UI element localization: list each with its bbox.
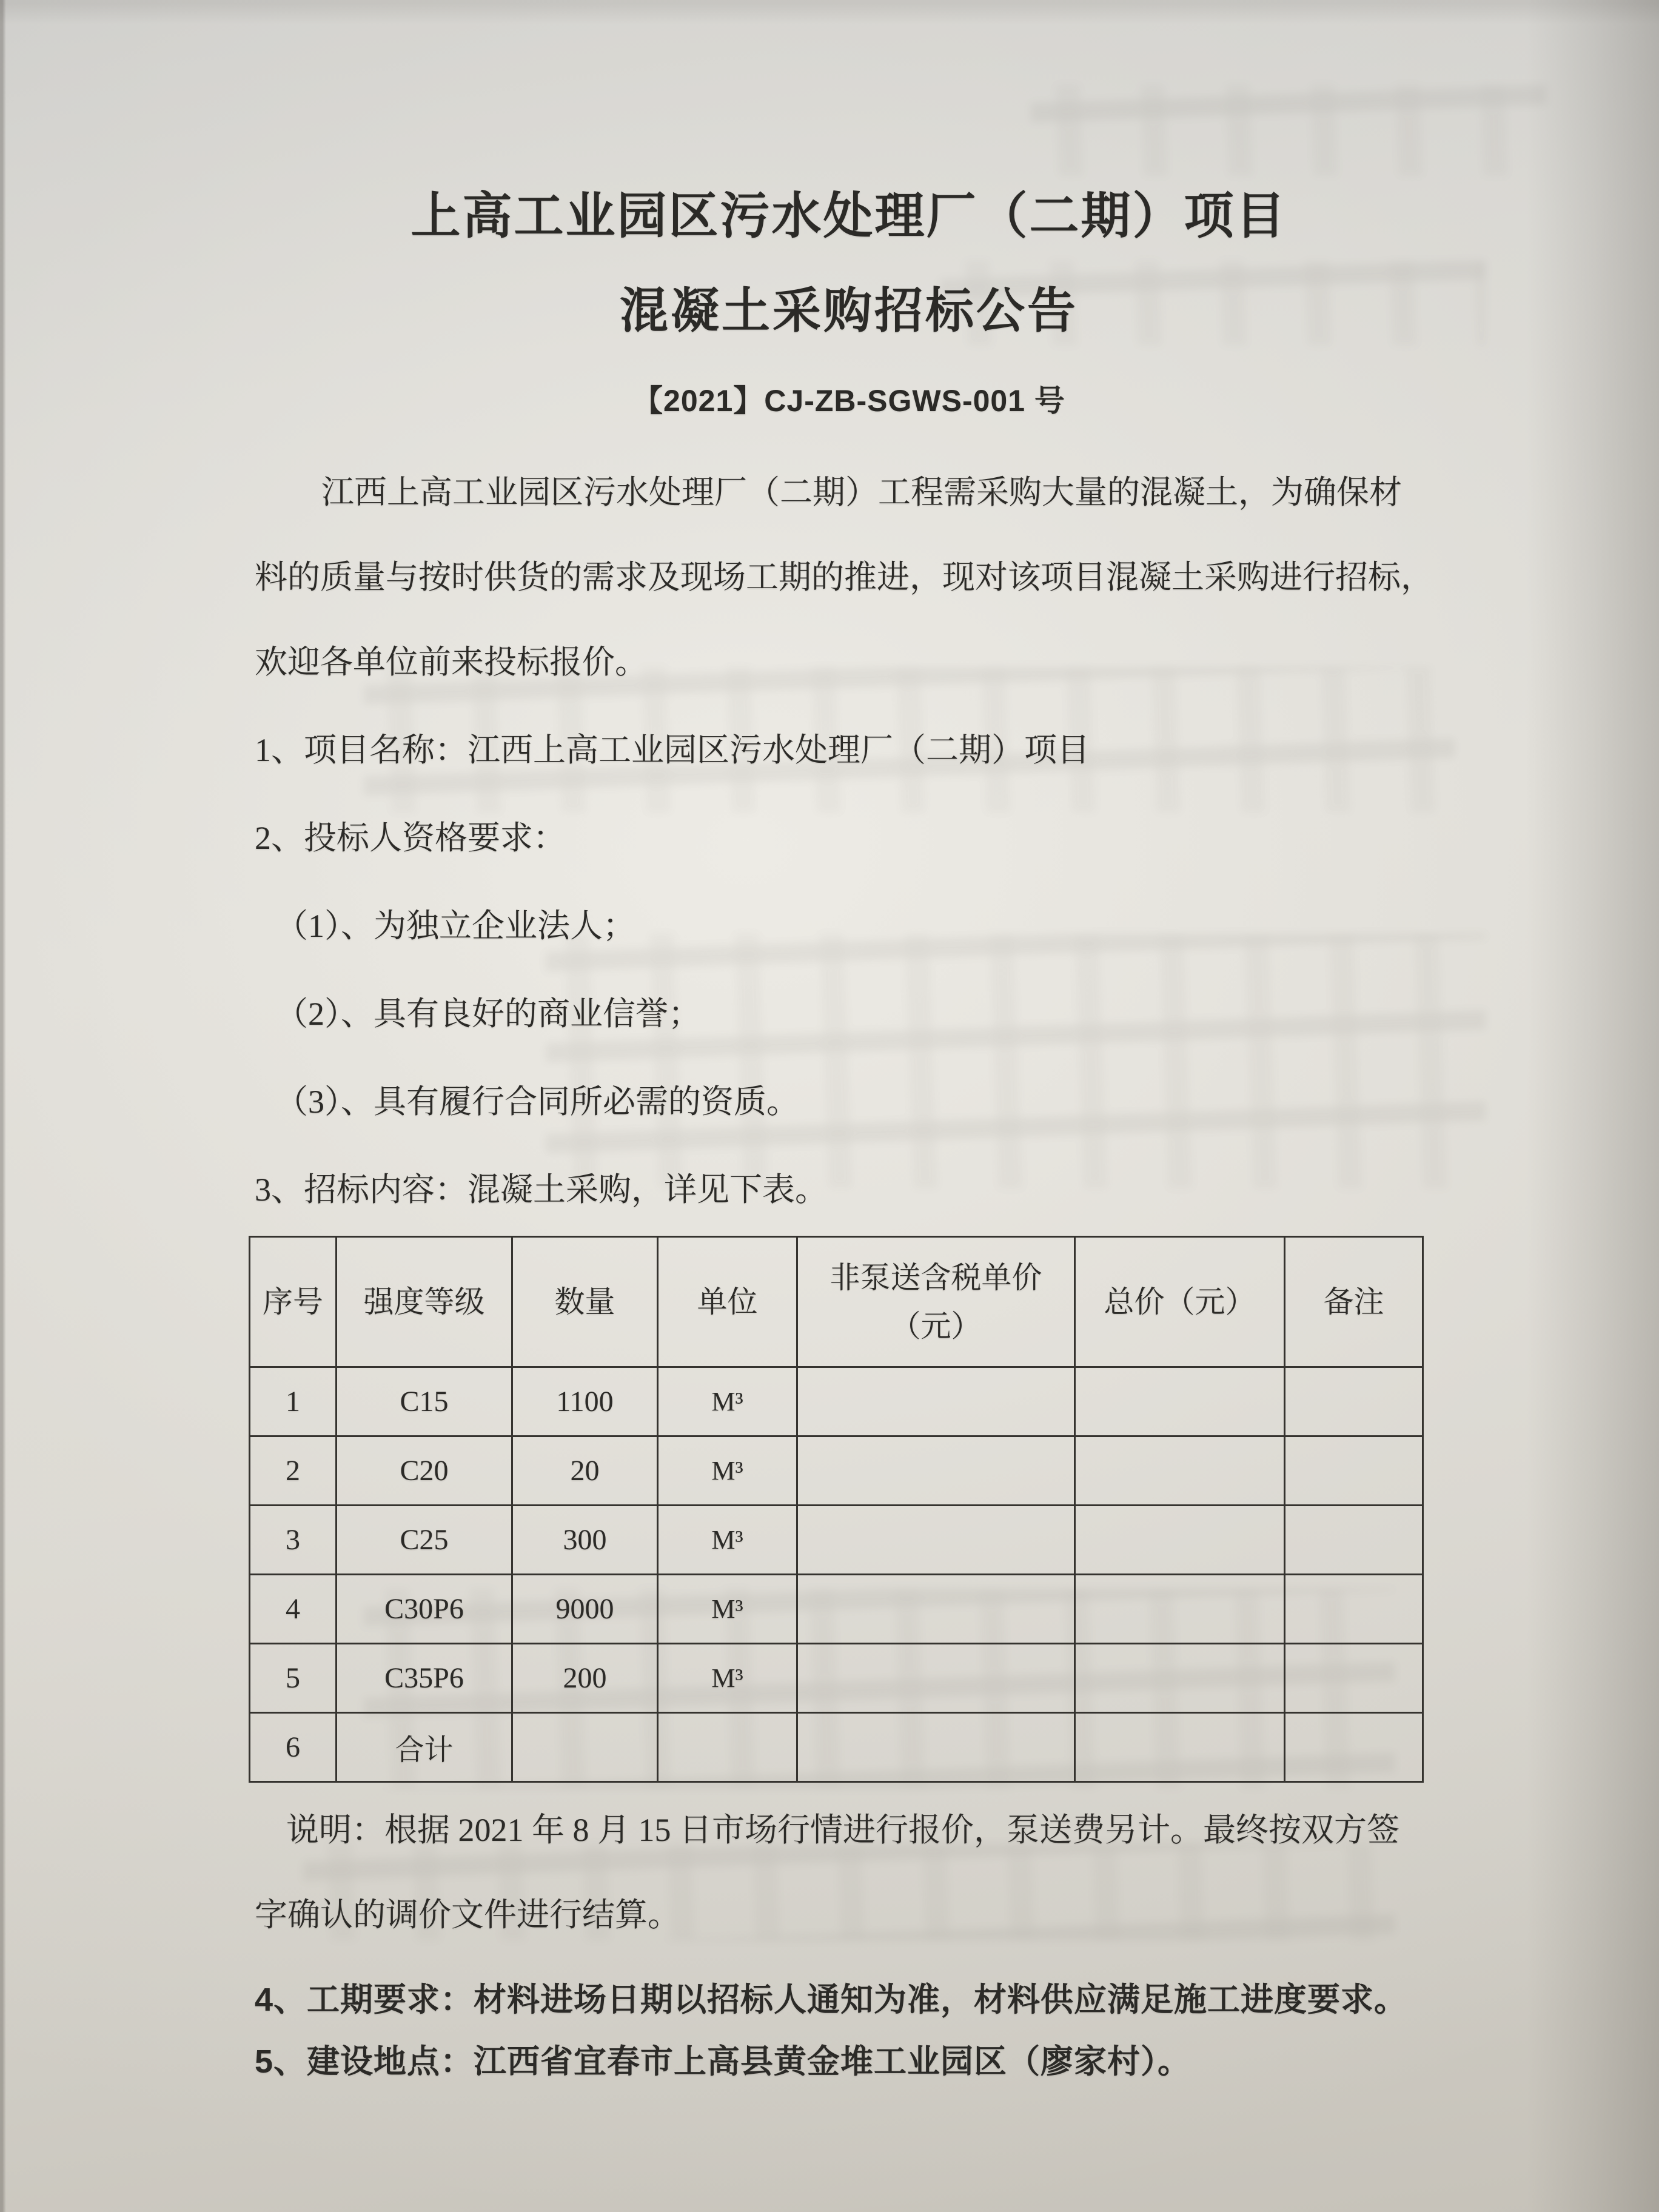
numbered-items bbox=[255, 708, 1443, 1232]
table-cell bbox=[1285, 1713, 1423, 1782]
table-cell bbox=[1075, 1713, 1285, 1782]
item-bidder-requirements: 2、投标人资格要求： bbox=[255, 820, 566, 856]
table-cell: 1100 bbox=[512, 1367, 658, 1436]
table-cell: C20 bbox=[337, 1436, 512, 1506]
table-header-cell-no: 序号 bbox=[250, 1237, 337, 1367]
table-header-row bbox=[250, 1237, 1423, 1367]
table-cell bbox=[797, 1644, 1075, 1713]
table-cell: C35P6 bbox=[337, 1644, 512, 1713]
table-cell bbox=[1075, 1575, 1285, 1644]
table-cell: 300 bbox=[512, 1506, 658, 1575]
table-cell: 6 bbox=[250, 1713, 337, 1782]
item-construction-site: 5、建设地点：江西省宜春市上高县黄金堆工业园区（廖家村）。 bbox=[255, 2043, 1191, 2080]
item-schedule-requirement: 4、工期要求：材料进场日期以招标人通知为准，材料供应满足施工进度要求。 bbox=[255, 1982, 1408, 2018]
table-row bbox=[250, 1506, 1423, 1575]
document-number: 【2021】CJ-ZB-SGWS-001 号 bbox=[632, 384, 1065, 418]
table-cell bbox=[1075, 1367, 1285, 1436]
table-cell bbox=[797, 1436, 1075, 1506]
table-cell bbox=[512, 1713, 658, 1782]
intro-paragraph bbox=[255, 450, 1443, 705]
table-cell bbox=[1075, 1436, 1285, 1506]
table-cell: C15 bbox=[337, 1367, 512, 1436]
requirement-2: （2）、具有良好的商业信誉； bbox=[275, 996, 701, 1032]
table-cell bbox=[797, 1506, 1075, 1575]
requirement-1: （1）、为独立企业法人； bbox=[275, 908, 635, 944]
table-cell bbox=[797, 1713, 1075, 1782]
intro-line: 江西上高工业园区污水处理厂（二期）工程需采购大量的混凝土，为确保材 bbox=[321, 474, 1402, 511]
table-cell: 9000 bbox=[512, 1575, 658, 1644]
document-title-line2: 混凝土采购招标公告 bbox=[620, 285, 1078, 338]
note-paragraph bbox=[255, 1788, 1443, 1957]
table-row bbox=[250, 1713, 1423, 1782]
requirement-3: （3）、具有履行合同所必需的资质。 bbox=[275, 1084, 799, 1120]
table-cell: 2 bbox=[250, 1436, 337, 1506]
table-cell: C25 bbox=[337, 1506, 512, 1575]
table-cell: M³ bbox=[658, 1367, 797, 1436]
table-cell bbox=[1285, 1575, 1423, 1644]
table-cell bbox=[797, 1575, 1075, 1644]
table-header-cell-total: 总价（元） bbox=[1075, 1237, 1285, 1367]
item-project-name: 1、项目名称：江西上高工业园区污水处理厂（二期）项目 bbox=[255, 732, 1090, 768]
table-cell bbox=[1285, 1506, 1423, 1575]
table-cell bbox=[1075, 1506, 1285, 1575]
table-cell: M³ bbox=[658, 1506, 797, 1575]
table-row bbox=[250, 1575, 1423, 1644]
table-header-cell-grade: 强度等级 bbox=[337, 1237, 512, 1367]
intro-line: 料的质量与按时供货的需求及现场工期的推进，现对该项目混凝土采购进行招标， bbox=[255, 559, 1433, 595]
table-cell bbox=[658, 1713, 797, 1782]
table-cell: C30P6 bbox=[337, 1575, 512, 1644]
table-cell: 1 bbox=[250, 1367, 337, 1436]
table-row bbox=[250, 1367, 1423, 1436]
table-header-cell-remark: 备注 bbox=[1285, 1237, 1423, 1367]
table-cell: M³ bbox=[658, 1644, 797, 1713]
document-title-line1: 上高工业园区污水处理厂（二期）项目 bbox=[411, 189, 1287, 244]
table-cell: 5 bbox=[250, 1644, 337, 1713]
table-cell bbox=[1285, 1436, 1423, 1506]
table-cell: 3 bbox=[250, 1506, 337, 1575]
intro-line: 欢迎各单位前来投标报价。 bbox=[255, 644, 648, 680]
note-line: 字确认的调价文件进行结算。 bbox=[255, 1897, 680, 1933]
procurement-table bbox=[249, 1236, 1424, 1783]
table-cell: M³ bbox=[658, 1575, 797, 1644]
table-cell: 20 bbox=[512, 1436, 658, 1506]
table-cell: 200 bbox=[512, 1644, 658, 1713]
item-bid-content: 3、招标内容：混凝土采购，详见下表。 bbox=[255, 1171, 828, 1208]
table-cell bbox=[1075, 1644, 1285, 1713]
table-header-cell-unit: 单位 bbox=[658, 1237, 797, 1367]
table-cell: 合计 bbox=[337, 1713, 512, 1782]
note-line: 说明：根据 2021 年 8 月 15 日市场行情进行报价，泵送费另计。最终按双方签 bbox=[286, 1812, 1399, 1848]
table-cell: M³ bbox=[658, 1436, 797, 1506]
table-cell: 4 bbox=[250, 1575, 337, 1644]
table-cell bbox=[1285, 1644, 1423, 1713]
table-cell bbox=[797, 1367, 1075, 1436]
table-header-cell-quantity: 数量 bbox=[512, 1237, 658, 1367]
table-row bbox=[250, 1436, 1423, 1506]
paper-sheet bbox=[255, 0, 1443, 2092]
table-row bbox=[250, 1644, 1423, 1713]
table-header-cell-unit-price: 非泵送含税单价（元） bbox=[797, 1237, 1075, 1367]
table-cell bbox=[1285, 1367, 1423, 1436]
